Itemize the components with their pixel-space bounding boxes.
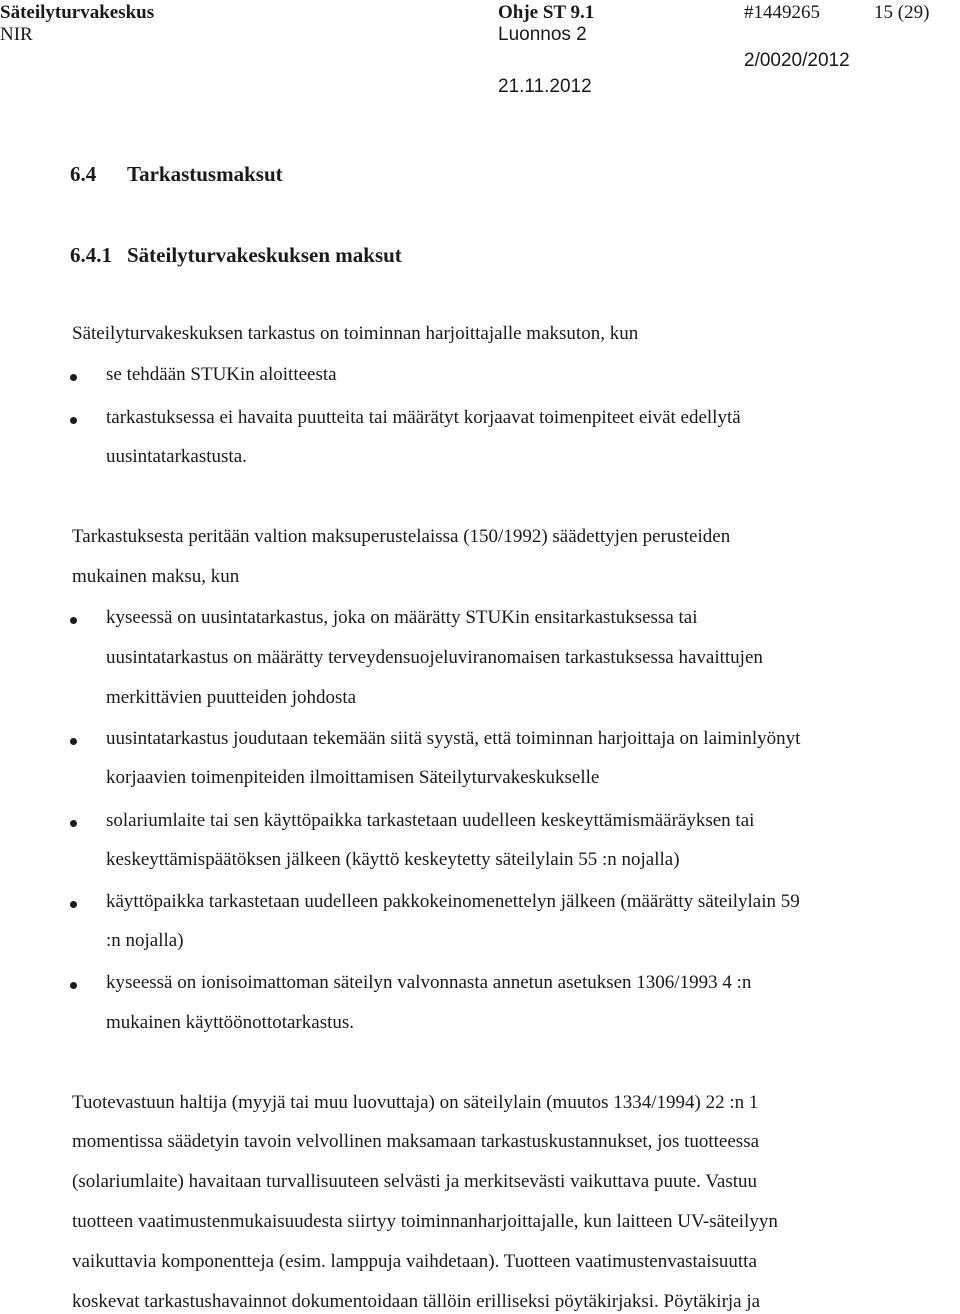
section-heading-6-4-1: [70, 243, 402, 268]
bullet-text: se tehdään STUKin aloitteesta: [106, 364, 337, 385]
section-number: 6.4.1: [70, 243, 112, 267]
paragraph-line: Tarkastuksesta peritään valtion maksuperustelaissa (150/1992) säädettyjen perusteiden: [72, 526, 731, 547]
header-draft: Luonnos 2: [498, 24, 587, 45]
header-ref: 2/0020/2012: [744, 50, 850, 71]
bullet-text: :n nojalla): [106, 930, 184, 951]
section-heading-6-4: [70, 162, 283, 187]
bullet-dot: [70, 374, 77, 381]
paragraph-line: Tuotevastuun haltija (myyjä tai muu luovuttaja) on säteilylain (muutos 1334/1994) 22 :n 1: [72, 1092, 759, 1113]
bullet-dot: [70, 417, 77, 424]
header-page: 15 (29): [874, 2, 930, 23]
bullet-text: mukainen käyttöönottotarkastus.: [106, 1012, 355, 1033]
bullet-text: kyseessä on ionisoimattoman säteilyn valvonnasta annetun asetuksen 1306/1993 4 :n: [106, 972, 752, 993]
paragraph-line: (solariumlaite) havaitaan turvallisuuteen selvästi ja merkitsevästi vaikuttava puute. Vastuu: [72, 1171, 758, 1192]
header-org: Säteilyturvakeskus: [0, 2, 155, 23]
section-title: Tarkastusmaksut: [127, 162, 283, 186]
bullet-dot: [70, 617, 77, 624]
paragraph-line: momentissa säädetyin tavoin velvollinen maksamaan tarkastuskustannukset, jos tuotteessa: [72, 1131, 760, 1152]
bullet-text: uusintatarkastus on määrätty terveydensuojeluviranomaisen tarkastuksessa havaittujen: [106, 647, 763, 668]
bullet-text: merkittävien puutteiden johdosta: [106, 687, 357, 708]
bullet-dot: [70, 982, 77, 989]
bullet-dot: [70, 901, 77, 908]
paragraph-line: mukainen maksu, kun: [72, 566, 240, 587]
paragraph-line: koskevat tarkastushavainnot dokumentoidaan tällöin erilliseksi pöytäkirjaksi. Pöytäkirja ja: [72, 1291, 761, 1312]
bullet-dot: [70, 738, 77, 745]
bullet-text: solariumlaite tai sen käyttöpaikka tarkastetaan uudelleen keskeyttämismääräyksen tai: [106, 810, 755, 831]
header-doc: Ohje ST 9.1: [498, 2, 595, 23]
bullet-text: uusintatarkastus joudutaan tekemään siitä syystä, että toiminnan harjoittaja on laiminlyönyt: [106, 728, 801, 749]
bullet-text: tarkastuksessa ei havaita puutteita tai määrätyt korjaavat toimenpiteet eivät edellytä: [106, 407, 741, 428]
bullet-text: uusintatarkastusta.: [106, 446, 247, 467]
paragraph-intro: Säteilyturvakeskuksen tarkastus on toiminnan harjoittajalle maksuton, kun: [72, 323, 639, 344]
paragraph-line: vaikuttavia komponentteja (esim. lamppuja vaihdetaan). Tuotteen vaatimustenvastaisuutta: [72, 1251, 757, 1272]
header-unit: NIR: [0, 24, 33, 45]
bullet-text: korjaavien toimenpiteiden ilmoittamisen Säteilyturvakeskukselle: [106, 767, 600, 788]
paragraph-line: tuotteen vaatimustenmukaisuudesta siirtyy toiminnanharjoittajalle, kun laitteen UV-säteilyyn: [72, 1211, 778, 1232]
bullet-dot: [70, 820, 77, 827]
bullet-text: kyseessä on uusintatarkastus, joka on määrätty STUKin ensitarkastuksessa tai: [106, 607, 698, 628]
bullet-text: käyttöpaikka tarkastetaan uudelleen pakkokeinomenettelyn jälkeen (määrätty säteilylain 59: [106, 891, 800, 912]
header-date: 21.11.2012: [498, 76, 592, 97]
bullet-text: keskeyttämispäätöksen jälkeen (käyttö keskeytetty säteilylain 55 :n nojalla): [106, 849, 680, 870]
section-number: 6.4: [70, 162, 97, 186]
header-id: #1449265: [744, 2, 820, 23]
section-title: Säteilyturvakeskuksen maksut: [127, 243, 402, 267]
